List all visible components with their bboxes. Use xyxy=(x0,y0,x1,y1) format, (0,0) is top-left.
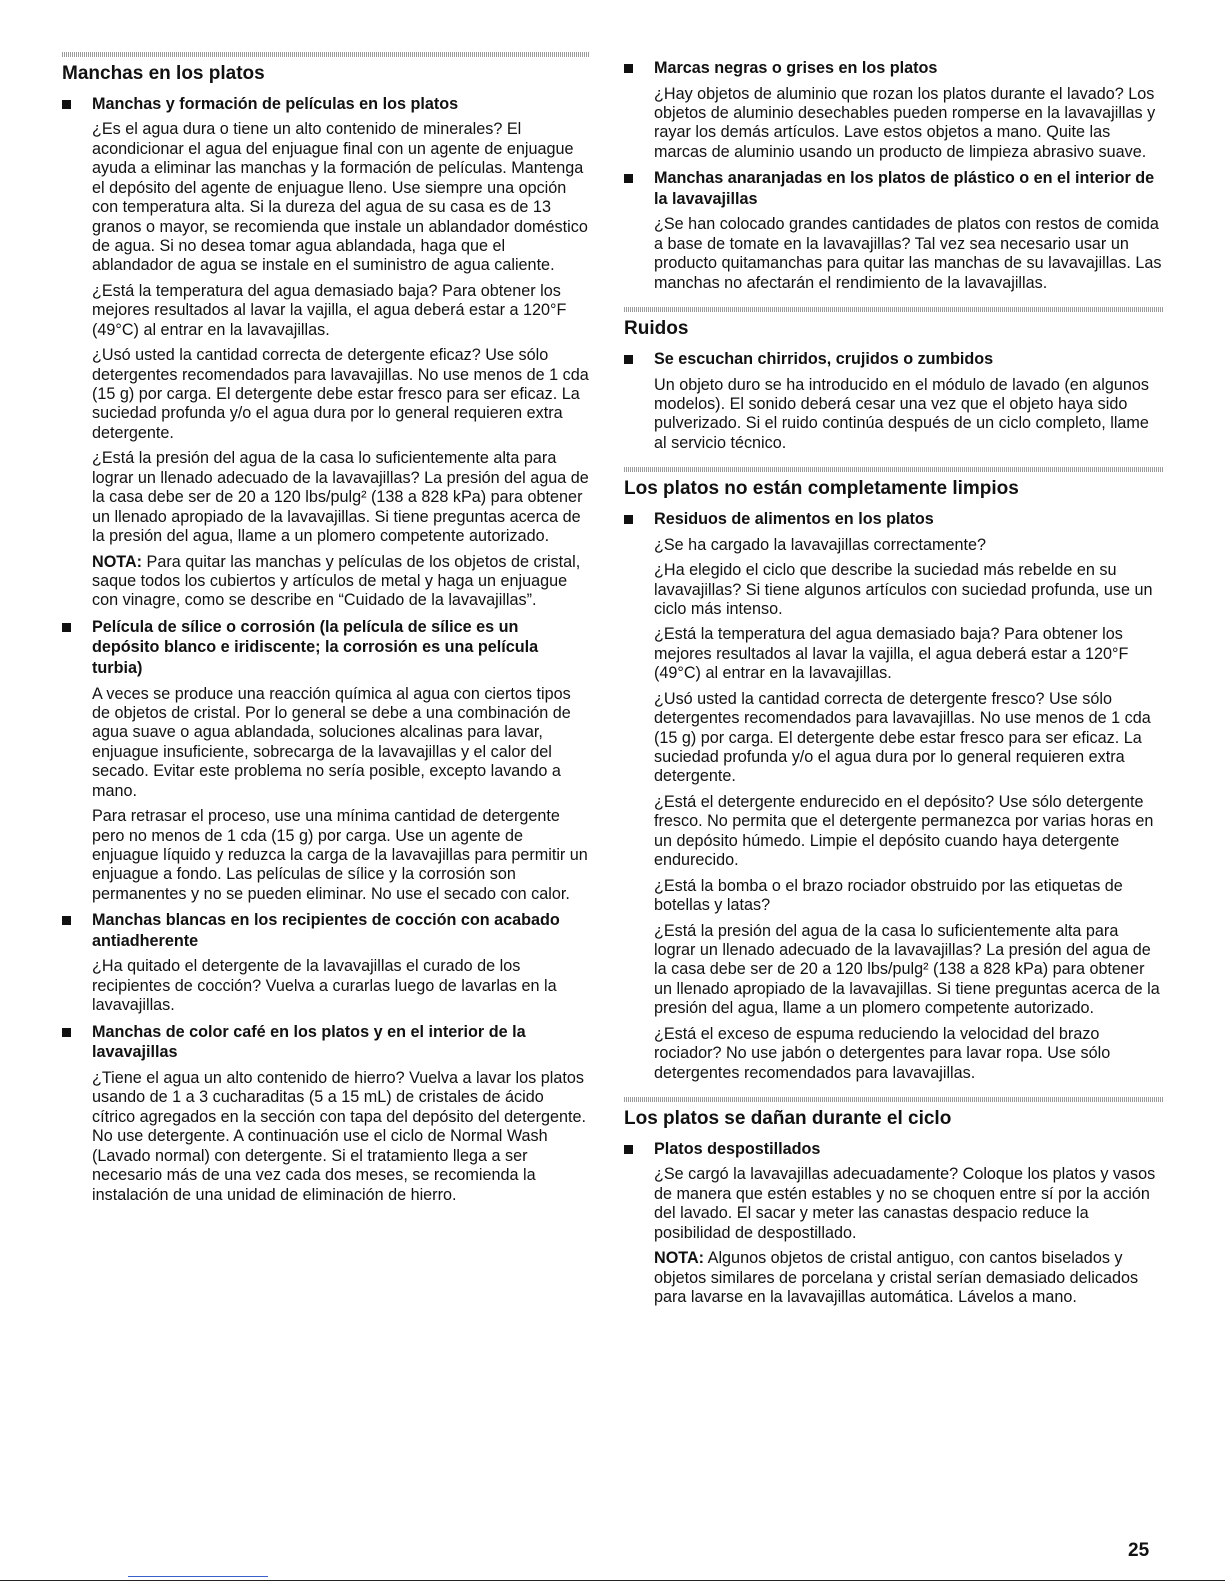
paragraph: ¿Tiene el agua un alto contenido de hierro? Vuelva a lavar los platos usando de 1 a 3 cucharaditas (5 a 15 mL) de cristales de ácido cítrico agregados en la sección con tapa del depósito del detergente. No use detergente. A continuación use el ciclo de Normal Wash (Lavado normal) con detergente. Si el tratamiento llega a ser necesario más de una vez cada dos meses, se recomienda la instalación de una unidad de eliminación de hierro. xyxy=(92,1068,587,1204)
paragraph: A veces se produce una reacción química al agua con ciertos tipos de objetos de cristal. Por lo general se debe a una combinación de agua suave o agua ablandada, soluciones alcalinas para lavar, enjuague insuficiente, sobrecarga de la lavavajillas y el calor del secado. Evitar este problema no sería posible, excepto lavando a mano. xyxy=(92,684,571,800)
square-bullet-icon xyxy=(624,1145,633,1154)
paragraph: ¿Está el exceso de espuma reduciendo la velocidad del brazo rociador? No use jabón o detergentes para lavar ropa. Use sólo detergentes recomendados para lavavajillas. xyxy=(654,1024,1111,1082)
section-divider xyxy=(624,467,1164,472)
list-item xyxy=(62,910,590,1015)
item-heading: Se escuchan chirridos, crujidos o zumbidos xyxy=(654,349,994,368)
page-bottom-divider xyxy=(0,1580,1225,1581)
right-column xyxy=(624,58,1164,1321)
paragraph: ¿Está la temperatura del agua demasiado baja? Para obtener los mejores resultados al lavar la vajilla, el agua deberá estar a 120°F (49°C) al entrar en la lavavajillas. xyxy=(92,281,567,339)
paragraph: ¿Está la presión del agua de la casa lo suficientemente alta para lograr un llenado adecuado de la lavavajillas? La presión del agua de la casa debe ser de 20 a 120 lbs/pulg² (138 a 828 kPa) para obtener un llenado apropiado de la lavavajillas. Si tiene preguntas acerca de la presión del agua, llame a un plomero competente autorizado. xyxy=(654,921,1160,1018)
item-heading: Manchas blancas en los recipientes de cocción con acabado antiadherente xyxy=(92,911,560,950)
left-column xyxy=(62,52,590,1219)
note-text: Para quitar las manchas y películas de los objetos de cristal, saque todos los cubiertos y artículos de metal y haga un enjuague con vinagre, como se describe en “Cuidado de la lavavajillas”. xyxy=(92,552,581,610)
paragraph: ¿Ha quitado el detergente de la lavavajillas el curado de los recipientes de cocción? Vuelva a curarlas luego de lavarlas en la lavavajillas. xyxy=(92,957,557,1015)
note-paragraph xyxy=(92,553,590,611)
item-heading: Manchas y formación de películas en los platos xyxy=(92,94,459,113)
list-item xyxy=(62,617,590,905)
paragraph: Un objeto duro se ha introducido en el módulo de lavado (en algunos modelos). El sonido deberá cesar una vez que el objeto haya sido pulverizado. Si el ruido continúa después de un ciclo completo, llame al servicio técnico. xyxy=(654,375,1149,452)
square-bullet-icon xyxy=(62,100,71,109)
square-bullet-icon xyxy=(624,174,633,183)
section-no-limpios xyxy=(624,467,1164,1083)
list-item xyxy=(624,509,1164,1083)
list-item xyxy=(624,1139,1164,1308)
page-number: 25 xyxy=(1128,1540,1150,1561)
note-paragraph xyxy=(654,1249,1164,1307)
item-heading: Marcas negras o grises en los platos xyxy=(654,59,938,77)
square-bullet-icon xyxy=(624,64,633,73)
section-title: Manchas en los platos xyxy=(62,63,265,84)
section-danan xyxy=(624,1097,1164,1307)
paragraph: Para retrasar el proceso, use una mínima cantidad de detergente pero no menos de 1 cda (15 g) por carga. Use un agente de enjuague líquido y reduzca la carga de la lavavajillas para permitir un enjuague a fondo. Las películas de sílice y la corrosión son permanentes y no se pueden eliminar. No use el secado con calor. xyxy=(92,807,588,903)
list-item xyxy=(624,58,1164,162)
paragraph: ¿Está la presión del agua de la casa lo suficientemente alta para lograr un llenado adecuado de la lavavajillas? La presión del agua de la casa debe ser de 20 a 120 lbs/pulg² (138 a 828 kPa) para obtener un llenado apropiado de la lavavajillas. Si tiene preguntas acerca de la presión del agua, llame a un plomero competente autorizado. xyxy=(92,449,589,546)
section-divider xyxy=(624,1097,1164,1102)
section-title: Ruidos xyxy=(624,318,689,340)
paragraph: ¿Hay objetos de aluminio que rozan los platos durante el lavado? Los objetos de aluminio desechables pueden romperse en la lavavajillas y rayar los demás artículos. Lave estos objetos a mano. Quite las marcas de aluminio usando un producto de limpieza abrasivo suave. xyxy=(654,84,1156,161)
square-bullet-icon xyxy=(624,355,633,364)
square-bullet-icon xyxy=(62,1028,71,1037)
square-bullet-icon xyxy=(624,515,633,524)
paragraph: ¿Está el detergente endurecido en el depósito? Use sólo detergente fresco. No permita que el detergente permanezca por varias horas en un depósito húmedo. Limpie el depósito cuando haya detergente endurecido. xyxy=(654,792,1154,870)
list-item xyxy=(624,168,1164,293)
list-item xyxy=(62,1022,590,1205)
section-title: Los platos no están completamente limpios xyxy=(624,478,1019,500)
item-heading: Residuos de alimentos en los platos xyxy=(654,510,934,529)
section-divider xyxy=(624,307,1164,312)
paragraph: ¿Usó usted la cantidad correcta de detergente eficaz? Use sólo detergentes recomendados para lavavajillas. No use menos de 1 cda (15 g) por carga. El detergente debe estar fresco para ser eficaz. La suciedad profunda y/o el agua dura por lo general requieren extra detergente. xyxy=(92,346,589,442)
note-label: NOTA: xyxy=(654,1249,705,1268)
paragraph: ¿Es el agua dura o tiene un alto contenido de minerales? El acondicionar el agua del enjuague final con un agente de enjuague ayuda a eliminar las manchas y la formación de películas. Mantenga el depósito del agente de enjuague lleno. Use siempre una opción con temperatura alta. Si la dureza del agua de su casa es de 13 granos o mayor, se recomienda que instale un ablandador doméstico de agua. Si no desea tomar agua ablandada, haga que el ablandador de agua se instale en el suministro de agua caliente. xyxy=(92,120,588,275)
item-heading: Película de sílice o corrosión (la película de sílice es un depósito blanco e iridiscente; la corrosión es una película turbia) xyxy=(92,617,539,677)
item-heading: Manchas de color café en los platos y en el interior de la lavavajillas xyxy=(92,1022,526,1062)
paragraph: ¿Se ha cargado la lavavajillas correctamente? xyxy=(654,535,987,554)
list-item xyxy=(624,349,1164,453)
item-heading: Platos despostillados xyxy=(654,1139,821,1158)
section-divider xyxy=(62,52,590,57)
square-bullet-icon xyxy=(62,916,71,925)
section-manchas-continued xyxy=(624,58,1164,293)
section-manchas xyxy=(62,52,590,1205)
paragraph: ¿Usó usted la cantidad correcta de detergente fresco? Use sólo detergentes recomendados para lavavajillas. No use menos de 1 cda (15 g) por carga. El detergente debe estar fresco para ser eficaz. La suciedad profunda y/o el agua dura por lo general requieren extra detergente. xyxy=(654,689,1151,786)
note-text: Algunos objetos de cristal antiguo, con cantos biselados y objetos similares de porcelana y cristal serían demasiado delicados para lavarse en la lavavajillas automática. Lávelos a mano. xyxy=(654,1249,1139,1307)
item-heading: Manchas anaranjadas en los platos de plástico o en el interior de la lavavajillas xyxy=(654,169,1155,208)
paragraph: ¿Está la temperatura del agua demasiado baja? Para obtener los mejores resultados al lavar la vajilla, el agua deberá estar a 120°F (49°C) al entrar en la lavavajillas. xyxy=(654,625,1129,683)
section-ruidos xyxy=(624,307,1164,453)
paragraph: ¿Se han colocado grandes cantidades de platos con restos de comida a base de tomate en la lavavajillas? Tal vez sea necesario usar un producto quitamanchas para quitar las manchas de su lavavajillas. Las manchas no afectarán el rendimiento de la lavavajillas. xyxy=(654,215,1162,292)
section-title: Los platos se dañan durante el ciclo xyxy=(624,1108,952,1130)
paragraph: ¿Se cargó la lavavajillas adecuadamente? Coloque los platos y vasos de manera que estén estables y no se choquen entre sí por la acción del lavado. El sacar y meter las canastas despacio reduce la posibilidad de despostillado. xyxy=(654,1165,1156,1242)
note-label: NOTA: xyxy=(92,552,143,571)
list-item xyxy=(62,94,590,611)
paragraph: ¿Ha elegido el ciclo que describe la suciedad más rebelde en su lavavajillas? Si tiene algunos artículos con suciedad profunda, use un ciclo más intenso. xyxy=(654,561,1153,618)
page-bottom-link-underline xyxy=(128,1576,268,1577)
square-bullet-icon xyxy=(62,623,71,632)
paragraph: ¿Está la bomba o el brazo rociador obstruido por las etiquetas de botellas y latas? xyxy=(654,876,1123,915)
